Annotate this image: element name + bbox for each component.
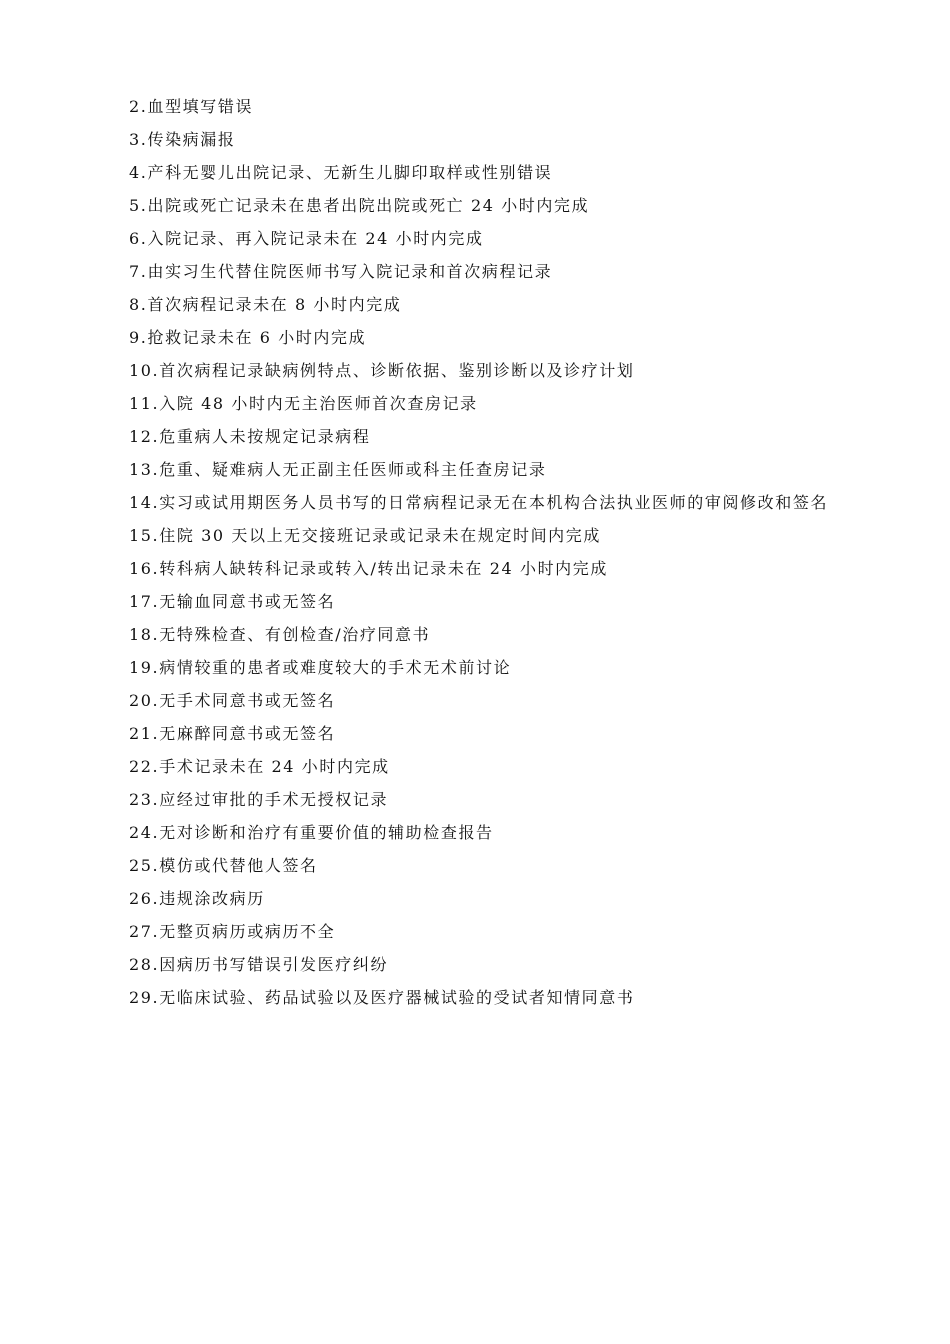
list-item: 12.危重病人未按规定记录病程	[129, 427, 371, 446]
list-item: 2.血型填写错误	[129, 97, 254, 116]
list-item: 26.违规涂改病历	[129, 889, 265, 908]
list-item: 16.转科病人缺转科记录或转入/转出记录未在 24 小时内完成	[129, 559, 608, 578]
list-item: 6.入院记录、再入院记录未在 24 小时内完成	[129, 229, 484, 248]
list-item: 7.由实习生代替住院医师书写入院记录和首次病程记录	[129, 262, 553, 281]
list-item: 20.无手术同意书或无签名	[129, 691, 336, 710]
list-item: 18.无特殊检查、有创检查/治疗同意书	[129, 625, 431, 644]
list-item: 28.因病历书写错误引发医疗纠纷	[129, 955, 389, 974]
list-item: 14.实习或试用期医务人员书写的日常病程记录无在本机构合法执业医师的审阅修改和签名	[129, 493, 829, 512]
list-item: 19.病情较重的患者或难度较大的手术无术前讨论	[129, 658, 512, 677]
list-item: 24.无对诊断和治疗有重要价值的辅助检查报告	[129, 823, 494, 842]
list-item: 15.住院 30 天以上无交接班记录或记录未在规定时间内完成	[129, 526, 601, 545]
list-item: 21.无麻醉同意书或无签名	[129, 724, 336, 743]
list-item: 23.应经过审批的手术无授权记录	[129, 790, 389, 809]
list-item: 9.抢救记录未在 6 小时内完成	[129, 328, 367, 347]
list-item: 11.入院 48 小时内无主治医师首次查房记录	[129, 394, 478, 413]
list-item: 27.无整页病历或病历不全	[129, 922, 336, 941]
list-item: 29.无临床试验、药品试验以及医疗器械试验的受试者知情同意书	[129, 988, 635, 1007]
list-item: 4.产科无婴儿出院记录、无新生儿脚印取样或性别错误	[129, 163, 553, 182]
list-item: 22.手术记录未在 24 小时内完成	[129, 757, 390, 776]
list-item: 5.出院或死亡记录未在患者出院出院或死亡 24 小时内完成	[129, 196, 590, 215]
list-item: 25.模仿或代替他人签名	[129, 856, 318, 875]
list-item: 13.危重、疑难病人无正副主任医师或科主任查房记录	[129, 460, 547, 479]
list-item: 10.首次病程记录缺病例特点、诊断依据、鉴别诊断以及诊疗计划	[129, 361, 635, 380]
defect-list	[92, 90, 872, 1014]
list-item: 3.传染病漏报	[129, 130, 236, 149]
list-item: 8.首次病程记录未在 8 小时内完成	[129, 295, 402, 314]
list-item: 17.无输血同意书或无签名	[129, 592, 336, 611]
